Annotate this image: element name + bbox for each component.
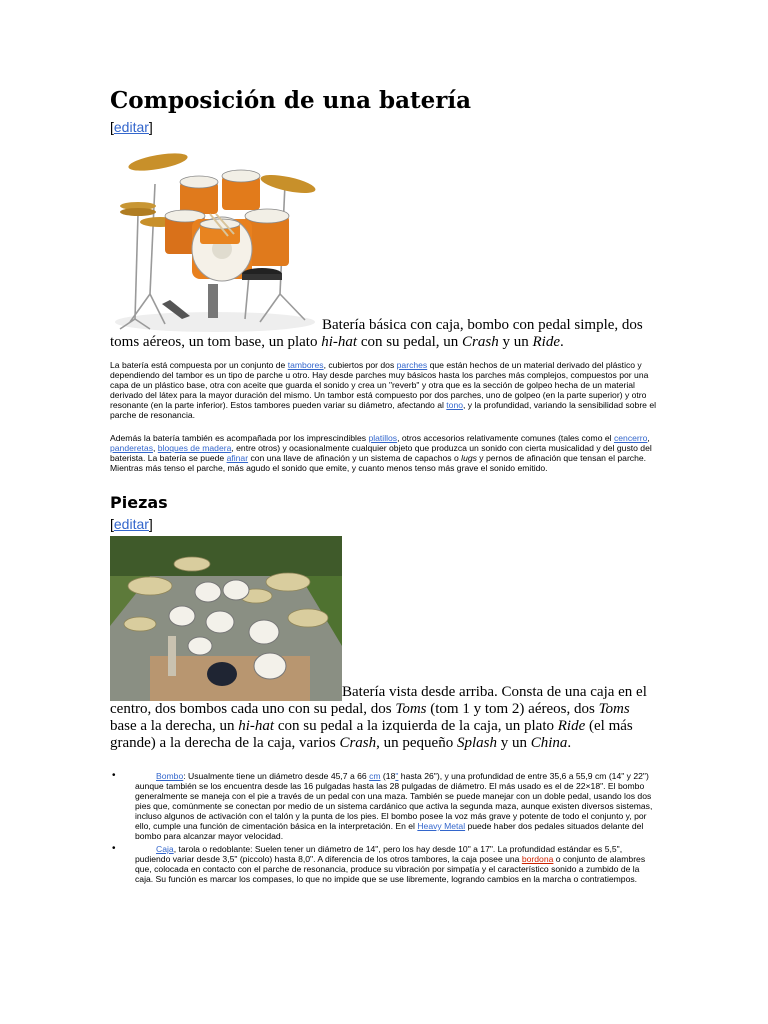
- caption-italic: Ride: [532, 334, 560, 350]
- link-cencerro[interactable]: cencerro: [613, 433, 648, 443]
- caption-part: Batería básica con caja, bombo con pedal simple, dos toms aéreos, un tom base, un plato: [110, 317, 643, 350]
- edit-bracket-close: ]: [148, 516, 153, 532]
- paragraph-accessories: [110, 433, 658, 473]
- text: Además la batería también es acompañada por los imprescindibles: [110, 433, 369, 443]
- paragraph-composition: [110, 360, 658, 420]
- link-heavy-metal[interactable]: Heavy Metal: [417, 821, 466, 831]
- list-item-caja: [110, 844, 658, 884]
- text: , y la profundidad, variando la sensibilidad sobre el parche de resonancia.: [110, 400, 657, 420]
- caption-part: base a la derecha, un: [110, 718, 239, 734]
- caption-part: (tom 1 y tom 2) aéreos, dos: [426, 701, 599, 717]
- section-title-composicion: Composición de una batería: [110, 87, 471, 114]
- edit-bracket-open: [: [110, 516, 114, 532]
- caption-italic: Toms: [395, 701, 427, 717]
- link-pulgada[interactable]: ": [395, 771, 399, 781]
- caption-italic: Splash: [456, 735, 497, 751]
- edit-link[interactable]: editar: [113, 516, 149, 532]
- caption-italic: Crash: [339, 735, 377, 751]
- text: , cubiertos por dos: [323, 360, 397, 370]
- text: ,: [153, 443, 158, 453]
- edit-link[interactable]: editar: [113, 119, 149, 135]
- caption-part: Batería vista desde arriba. Consta de una caja en el centro, dos bombos cada uno con su pedal, dos: [110, 684, 647, 717]
- drum-kit-top-photo: [110, 536, 342, 701]
- caption-italic: China: [530, 735, 568, 751]
- edit-section-piezas: [110, 515, 658, 533]
- link-bloques-de-madera[interactable]: bloques de madera: [157, 443, 232, 453]
- caption-italic: hi-hat: [238, 718, 275, 734]
- text: y pernos de afinación que tensan el parche. Mientras más tenso el parche, más agudo el sonido que emite, y cuanto menos tenso más grave el sonido emitido.: [110, 453, 647, 473]
- text: hasta 26"), y una profundidad de entre 35,6 a 55,9 cm (14" y 22") aunque también se los encuentra desde las 16 pulgadas hasta las 28 pulgadas de diámetro. El más usado es el de 22×18". El bombo generalmente se maneja con el pie a través de un pedal con una maza. También se puede manejar con un doble pedal, usando los dos pies que, comúnmente se conectan por medio de un sistema cardánico que activa la segunda maza, aunque existen diversos sistemas, incluso algunos de activación con el talón y la punta de los pies. El bombo posee la voz más grave y potente de todo el conjunto y, por ello, cumple una función de cimentación básica en la interpretación. En el: [135, 771, 653, 831]
- section-title-piezas: Piezas: [110, 493, 168, 512]
- caption-italic: hi-hat: [321, 334, 358, 350]
- figure-drumkit-basic: [110, 136, 658, 351]
- caption-part: con su pedal a la izquierda de la caja, un plato: [274, 718, 558, 734]
- list-item-bombo: [110, 771, 658, 841]
- caption-part: , un pequeño: [376, 735, 457, 751]
- link-platillos[interactable]: platillos: [368, 433, 398, 443]
- text: que están hechos de un material derivado del plástico y dependiendo del tambor es un tipo de parche u otro. Hay desde parches muy básicos hasta los parches más complejos, compuestos por una capa de un plástico base, otra con aceite que guarda el sonido y crea un "reverb" y otra que es la sección de golpeo hecha de un material derivado del látex para la mayor duración del mismo. Un tambor está compuesto por dos parches, uno de golpeo (en la parte superior) y otro resonante (en la parte inferior). Estos tambores pueden variar su diámetro, afectando al: [110, 360, 649, 410]
- caption-part: y un: [496, 735, 531, 751]
- text: : Usualmente tiene un diámetro desde 45,7 a 66: [183, 771, 370, 781]
- text: , entre otros) y ocasionalmente cualquier objeto que produzca un sonido con cierta musicalidad y del gusto del baterista. La batería se puede: [110, 443, 652, 463]
- text: puede haber dos pedales situados delante del bombo para alcanzar mayor velocidad.: [135, 821, 644, 841]
- bullet: •: [112, 770, 116, 781]
- caption-part: con su pedal, un: [357, 334, 463, 350]
- link-bombo[interactable]: Bombo: [156, 771, 184, 781]
- text: ,: [647, 433, 650, 443]
- text: La batería está compuesta por un conjunto de: [110, 360, 288, 370]
- edit-section-composicion: [110, 118, 658, 136]
- text: , tarola o redoblante: Suelen tener un diámetro de 14", pero los hay desde 10" a 17". La profundidad estándar es 5,5", pudiendo variar desde 3,5" (piccolo) hasta 8,0". A diferencia de los otros tambores, la caja posee una: [135, 844, 623, 864]
- article-content: [110, 80, 658, 884]
- link-tambores[interactable]: tambores: [287, 360, 324, 370]
- link-parches[interactable]: parches: [396, 360, 428, 370]
- text-italic: lugs: [461, 453, 477, 463]
- drum-kit-photo: [110, 144, 322, 334]
- caption-part: y un: [498, 334, 533, 350]
- pieces-list: [110, 771, 658, 884]
- bullet: •: [112, 843, 116, 854]
- link-bordona[interactable]: bordona: [521, 854, 554, 864]
- link-panderetas[interactable]: panderetas: [110, 443, 154, 453]
- text: con una llave de afinación y un sistema de capachos o: [248, 453, 462, 463]
- caption-italic: Ride: [557, 718, 586, 734]
- link-caja[interactable]: Caja: [156, 844, 174, 854]
- edit-bracket-close: ]: [148, 119, 153, 135]
- link-cm[interactable]: cm: [369, 771, 381, 781]
- caption-part: (el más grande) a la derecha de la caja, varios: [110, 718, 633, 751]
- caption-italic: Toms: [598, 701, 630, 717]
- text: o conjunto de alambres que, colocada en contacto con el parche de resonancia, produce su vibración por simpatía y el característico sonido a zumbido de la caja. Su función es marcar los compases, lo que no impide que se use libremente, logrando cambios en la marcha o contratiempos.: [135, 854, 646, 884]
- edit-bracket-open: [: [110, 119, 114, 135]
- text: , otros accesorios relativamente comunes (tales como el: [397, 433, 614, 443]
- link-afinar[interactable]: afinar: [226, 453, 249, 463]
- link-tono[interactable]: tono: [446, 400, 464, 410]
- caption-part: .: [559, 334, 564, 350]
- figure-drumkit-top: [110, 536, 658, 752]
- text: (18: [380, 771, 396, 781]
- caption-part: .: [567, 735, 572, 751]
- caption-italic: Crash: [462, 334, 499, 350]
